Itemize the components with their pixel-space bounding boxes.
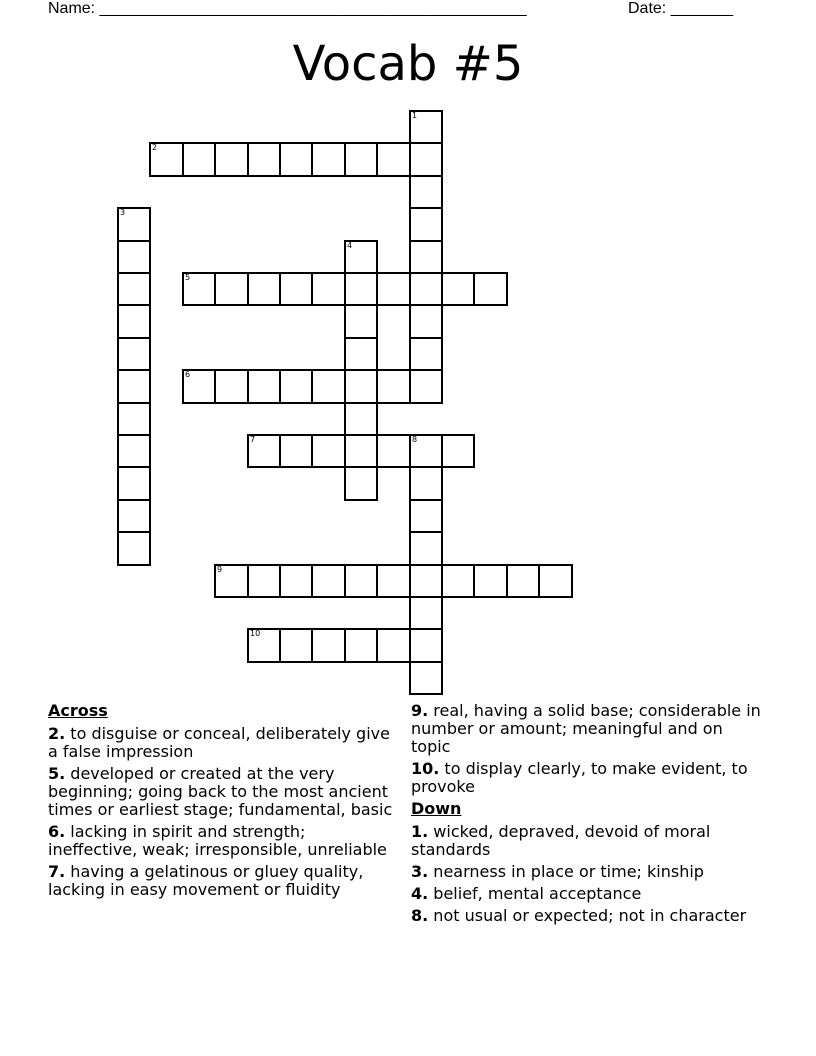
grid-cell[interactable] xyxy=(376,564,411,598)
clue-text: having a gelatinous or gluey quality, lacking in easy movement or fluidity xyxy=(48,862,364,899)
grid-cell[interactable] xyxy=(409,596,443,630)
grid-cell[interactable] xyxy=(311,564,346,598)
grid-cell[interactable] xyxy=(344,240,378,274)
grid-cell[interactable] xyxy=(441,564,475,598)
clue-number: 6. xyxy=(48,822,66,841)
grid-cell[interactable] xyxy=(214,272,249,306)
grid-cell[interactable] xyxy=(117,272,151,306)
grid-cell[interactable] xyxy=(117,466,151,501)
grid-cell[interactable] xyxy=(311,272,346,306)
cell-number: 3 xyxy=(120,208,126,217)
grid-cell[interactable] xyxy=(117,499,151,533)
cell-number: 2 xyxy=(152,143,158,152)
clue-number: 1. xyxy=(411,822,429,841)
grid-cell[interactable] xyxy=(311,142,346,177)
grid-cell[interactable] xyxy=(311,628,346,663)
grid-cell[interactable] xyxy=(344,337,378,371)
clue-number: 7. xyxy=(48,862,66,881)
clue-across-6 xyxy=(48,823,393,859)
clue-number: 10. xyxy=(411,759,440,778)
clue-number: 2. xyxy=(48,724,66,743)
grid-cell[interactable] xyxy=(473,272,508,306)
grid-cell[interactable] xyxy=(409,272,443,306)
grid-cell[interactable] xyxy=(279,369,313,404)
grid-cell[interactable] xyxy=(344,369,378,404)
cell-number: 1 xyxy=(412,111,418,120)
grid-cell[interactable] xyxy=(538,564,573,598)
grid-cell[interactable] xyxy=(409,142,443,177)
clue-text: to display clearly, to make evident, to provoke xyxy=(411,759,748,796)
grid-cell[interactable] xyxy=(409,499,443,533)
grid-cell[interactable] xyxy=(344,434,378,468)
grid-cell[interactable] xyxy=(311,369,346,404)
grid-cell[interactable] xyxy=(117,369,151,404)
clue-across-5 xyxy=(48,765,393,819)
grid-cell[interactable] xyxy=(409,175,443,209)
cell-number: 9 xyxy=(217,565,223,574)
grid-cell[interactable] xyxy=(409,466,443,501)
grid-cell[interactable] xyxy=(344,402,378,436)
grid-cell[interactable] xyxy=(247,142,281,177)
down-heading: Down xyxy=(411,799,462,818)
grid-cell[interactable] xyxy=(117,434,151,468)
grid-cell[interactable] xyxy=(344,272,378,306)
clue-number: 8. xyxy=(411,906,429,925)
clue-text: belief, mental acceptance xyxy=(428,884,642,903)
grid-cell[interactable] xyxy=(182,369,216,404)
grid-cell[interactable] xyxy=(117,207,151,242)
grid-cell[interactable] xyxy=(409,337,443,371)
clue-text: to disguise or conceal, deliberately give a false impression xyxy=(48,724,390,761)
grid-cell[interactable] xyxy=(279,142,313,177)
grid-cell[interactable] xyxy=(506,564,540,598)
grid-cell[interactable] xyxy=(441,434,475,468)
grid-cell[interactable] xyxy=(117,240,151,274)
grid-cell[interactable] xyxy=(376,272,411,306)
grid-cell[interactable] xyxy=(409,240,443,274)
clue-across-7 xyxy=(48,863,393,899)
cell-number: 8 xyxy=(412,435,418,444)
clue-across-2 xyxy=(48,725,393,761)
clues-left-column xyxy=(48,702,393,903)
grid-cell[interactable] xyxy=(344,564,378,598)
clue-text: lacking in spirit and strength; ineffective, weak; irresponsible, unreliable xyxy=(48,822,387,859)
name-field-label: Name: ________________________________________________ xyxy=(48,0,527,17)
grid-cell[interactable] xyxy=(247,628,281,663)
clue-text: nearness in place or time; kinship xyxy=(428,862,704,881)
date-field-label: Date: _______ xyxy=(628,0,733,17)
grid-cell[interactable] xyxy=(247,564,281,598)
grid-cell[interactable] xyxy=(376,628,411,663)
grid-cell[interactable] xyxy=(376,369,411,404)
grid-cell[interactable] xyxy=(247,434,281,468)
grid-cell[interactable] xyxy=(182,272,216,306)
grid-cell[interactable] xyxy=(344,628,378,663)
across-heading: Across xyxy=(48,701,108,720)
grid-cell[interactable] xyxy=(344,142,378,177)
grid-cell[interactable] xyxy=(311,434,346,468)
grid-cell[interactable] xyxy=(279,628,313,663)
clue-number: 5. xyxy=(48,764,66,783)
grid-cell[interactable] xyxy=(409,628,443,663)
grid-cell[interactable] xyxy=(441,272,475,306)
clue-down-3 xyxy=(411,863,766,881)
grid-cell[interactable] xyxy=(279,272,313,306)
clue-number: 4. xyxy=(411,884,429,903)
grid-cell[interactable] xyxy=(214,369,249,404)
grid-cell[interactable] xyxy=(247,272,281,306)
clue-text: wicked, depraved, devoid of moral standards xyxy=(411,822,711,859)
grid-cell[interactable] xyxy=(409,661,443,695)
grid-cell[interactable] xyxy=(149,142,184,177)
clue-across-10 xyxy=(411,760,766,796)
cell-number: 7 xyxy=(250,435,256,444)
clue-down-1 xyxy=(411,823,766,859)
clue-number: 9. xyxy=(411,701,429,720)
grid-cell[interactable] xyxy=(409,564,443,598)
grid-cell[interactable] xyxy=(279,434,313,468)
grid-cell[interactable] xyxy=(409,369,443,404)
clue-text: developed or created at the very beginning; going back to the most ancient times or earliest stage; fundamental, basic xyxy=(48,764,393,819)
grid-cell[interactable] xyxy=(409,110,443,144)
grid-cell[interactable] xyxy=(376,142,411,177)
grid-cell[interactable] xyxy=(409,434,443,468)
clue-number: 3. xyxy=(411,862,429,881)
clue-text: not usual or expected; not in character xyxy=(428,906,747,925)
grid-cell[interactable] xyxy=(279,564,313,598)
cell-number: 10 xyxy=(250,629,261,638)
grid-cell[interactable] xyxy=(473,564,508,598)
grid-cell[interactable] xyxy=(117,402,151,436)
cell-number: 4 xyxy=(347,241,353,250)
cell-number: 5 xyxy=(185,273,191,282)
grid-cell[interactable] xyxy=(117,531,151,566)
cell-number: 6 xyxy=(185,370,191,379)
grid-cell[interactable] xyxy=(182,142,216,177)
clues-right-column xyxy=(411,702,766,929)
grid-cell[interactable] xyxy=(344,466,378,501)
clue-down-8 xyxy=(411,907,766,925)
clue-down-4 xyxy=(411,885,766,903)
grid-cell[interactable] xyxy=(117,337,151,371)
grid-cell[interactable] xyxy=(214,142,249,177)
clue-across-9 xyxy=(411,702,766,756)
grid-cell[interactable] xyxy=(409,531,443,566)
grid-cell[interactable] xyxy=(409,304,443,339)
clue-text: real, having a solid base; considerable in number or amount; meaningful and on topic xyxy=(411,701,761,756)
grid-cell[interactable] xyxy=(376,434,411,468)
grid-cell[interactable] xyxy=(344,304,378,339)
grid-cell[interactable] xyxy=(117,304,151,339)
grid-cell[interactable] xyxy=(409,207,443,242)
grid-cell[interactable] xyxy=(247,369,281,404)
page-title: Vocab #5 xyxy=(292,36,524,92)
grid-cell[interactable] xyxy=(214,564,249,598)
